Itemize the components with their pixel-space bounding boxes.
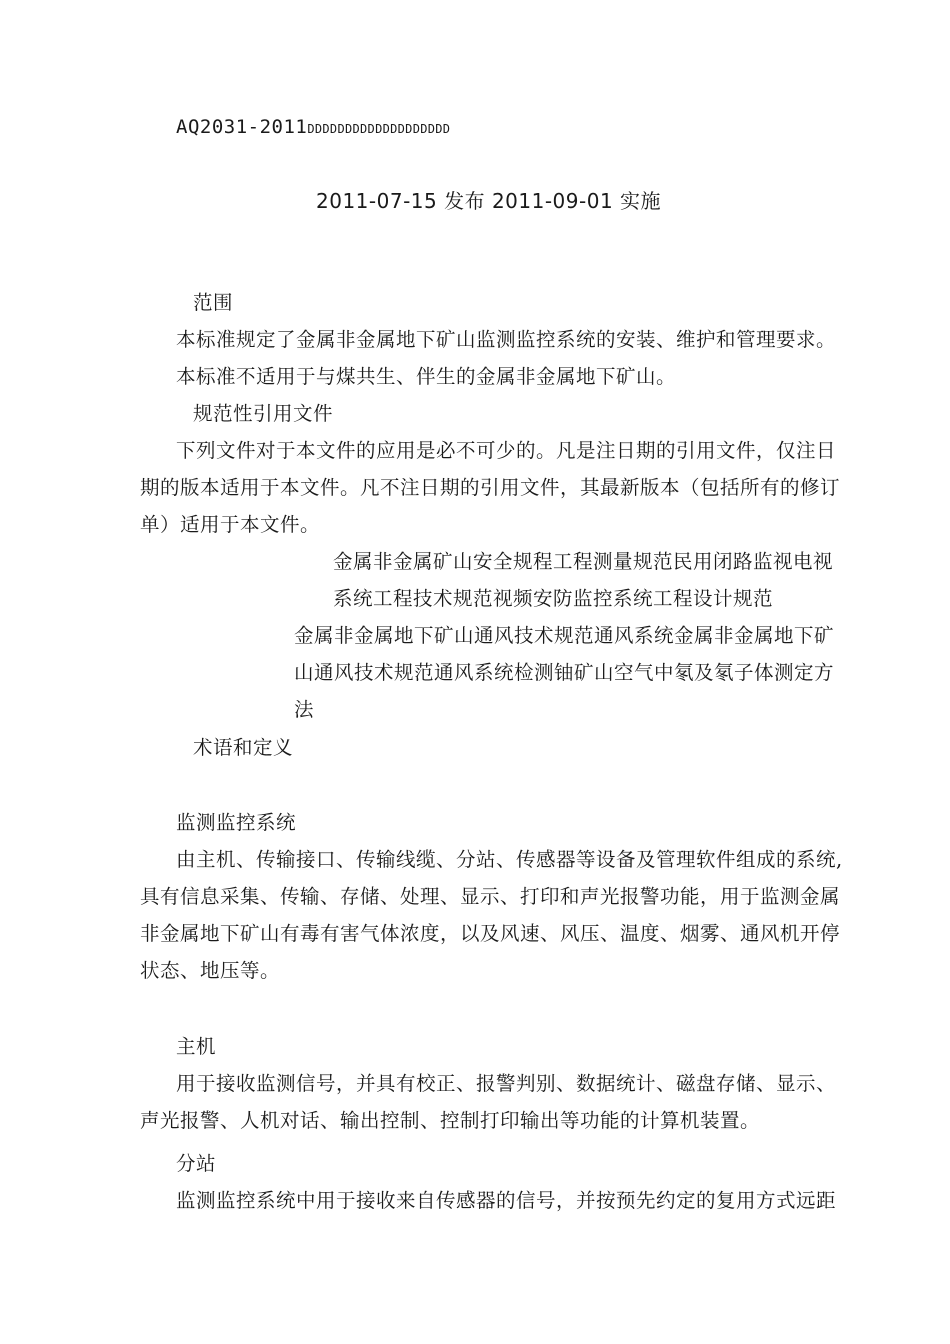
term-1-line-4: 状态、地压等。 (140, 959, 281, 982)
term-1-title: 监测监控系统 (176, 811, 297, 834)
scope-heading: 范围 (193, 291, 234, 314)
references-paragraph-line-3: 单）适用于本文件。 (140, 513, 321, 536)
term-2-line-2: 声光报警、人机对话、输出控制、控制打印输出等功能的计算机装置。 (140, 1109, 761, 1132)
term-1-line-2: 具有信息采集、传输、存储、处理、显示、打印和声光报警功能，用于监测金属 (140, 885, 841, 908)
references-list-line-5: 法 (294, 698, 315, 721)
references-list-line-4: 山通风技术规范通风系统检测铀矿山空气中氡及氡子体测定方 (294, 661, 835, 684)
term-3-line-1: 监测监控系统中用于接收来自传感器的信号，并按预先约定的复用方式远距 (176, 1189, 837, 1212)
terms-heading: 术语和定义 (193, 736, 294, 759)
standard-code-tail: DDDDDDDDDDDDDDDDDDD (307, 122, 451, 136)
references-heading: 规范性引用文件 (193, 402, 334, 425)
references-list-line-2: 系统工程技术规范视频安防监控系统工程设计规范 (333, 587, 774, 610)
term-1-line-1: 由主机、传输接口、传输线缆、分站、传感器等设备及管理软件组成的系统, (176, 848, 843, 871)
references-paragraph-line-2: 期的版本适用于本文件。凡不注日期的引用文件，其最新版本（包括所有的修订 (140, 476, 841, 499)
scope-paragraph-1: 本标准规定了金属非金属地下矿山监测监控系统的安装、维护和管理要求。 (176, 328, 837, 351)
publish-dates: 2011-07-15 发布 2011-09-01 实施 (316, 189, 662, 213)
standard-code-number: AQ2031-2011 (176, 116, 308, 138)
term-3-title: 分站 (176, 1152, 217, 1175)
references-list-line-1: 金属非金属矿山安全规程工程测量规范民用闭路监视电视 (333, 550, 834, 573)
term-2-title: 主机 (176, 1035, 217, 1058)
references-list-line-3: 金属非金属地下矿山通风技术规范通风系统金属非金属地下矿 (294, 624, 835, 647)
references-paragraph-line-1: 下列文件对于本文件的应用是必不可少的。凡是注日期的引用文件，仅注日 (176, 439, 837, 462)
term-2-line-1: 用于接收监测信号，并具有校正、报警判别、数据统计、磁盘存储、显示、 (176, 1072, 837, 1095)
scope-paragraph-2: 本标准不适用于与煤共生、伴生的金属非金属地下矿山。 (176, 365, 677, 388)
standard-code (176, 113, 450, 143)
term-1-line-3: 非金属地下矿山有毒有害气体浓度，以及风速、风压、温度、烟雾、通风机开停 (140, 922, 841, 945)
